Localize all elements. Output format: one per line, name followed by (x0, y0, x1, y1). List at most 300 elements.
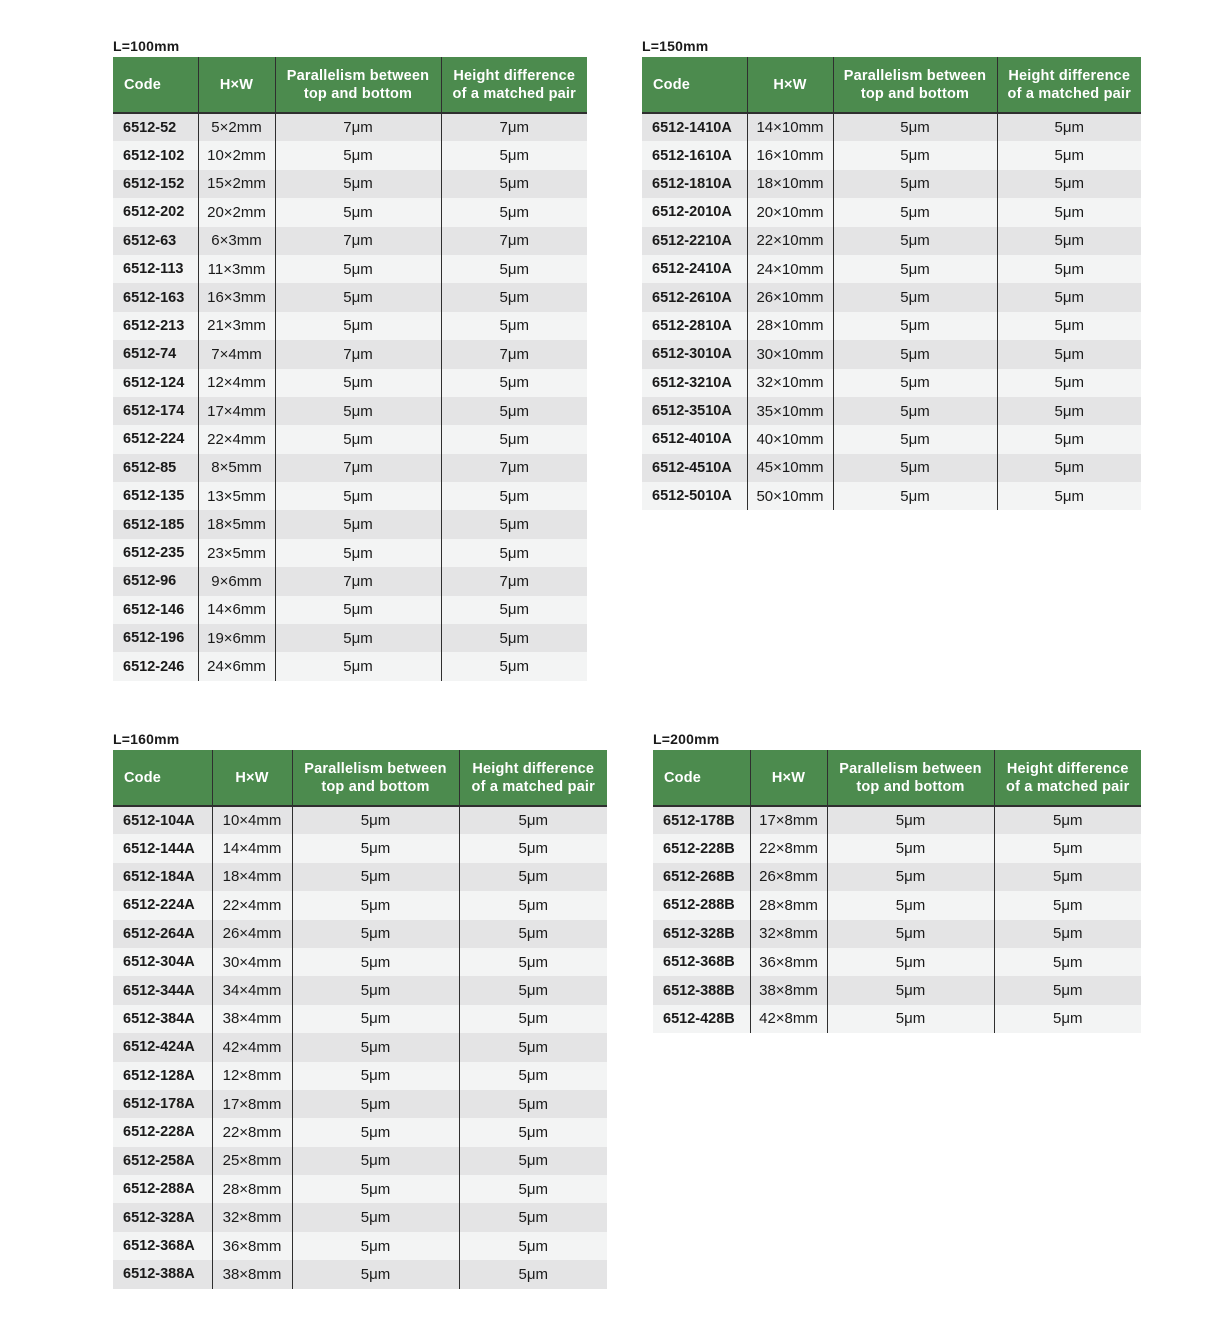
cell-height-difference: 5μm (459, 1232, 607, 1260)
header-code: Code (113, 750, 212, 806)
cell-code: 6512-228B (663, 840, 735, 857)
cell-code: 6512-368B (663, 954, 735, 971)
cell-code: 6512-184A (123, 868, 195, 885)
header-code: Code (642, 57, 747, 113)
cell-code: 6512-304A (123, 954, 195, 971)
table-row (113, 425, 587, 453)
cell-height-difference: 5μm (459, 1033, 607, 1061)
cell-parallelism: 5μm (292, 1203, 459, 1231)
table-row (653, 863, 1141, 891)
cell-height-difference: 5μm (997, 369, 1141, 397)
header-row (642, 57, 1141, 113)
cell-size: 12×8mm (212, 1062, 292, 1090)
cell-height-difference: 5μm (994, 863, 1141, 891)
table-row (113, 1090, 607, 1118)
table-row (113, 397, 587, 425)
cell-size: 18×4mm (212, 863, 292, 891)
cell-height-difference: 5μm (994, 920, 1141, 948)
cell-parallelism: 5μm (292, 1232, 459, 1260)
spec-table (113, 750, 607, 1289)
cell-code: 6512-246 (123, 658, 185, 675)
cell-size: 26×10mm (747, 283, 833, 311)
cell-parallelism: 5μm (275, 283, 441, 311)
cell-height-difference: 5μm (459, 891, 607, 919)
cell-size: 45×10mm (747, 454, 833, 482)
cell-size: 13×5mm (198, 482, 275, 510)
cell-code: 6512-163 (123, 289, 185, 306)
cell-height-difference: 5μm (994, 806, 1141, 834)
cell-height-difference: 5μm (441, 539, 587, 567)
cell-code: 6512-5010A (652, 488, 732, 505)
header-height-difference-line-1: Height difference (1006, 760, 1129, 777)
cell-size: 6×3mm (198, 227, 275, 255)
table-row (113, 806, 607, 834)
header-hw: H×W (198, 57, 275, 113)
cell-height-difference: 5μm (994, 976, 1141, 1004)
cell-parallelism: 5μm (827, 834, 994, 862)
header-parallelism (275, 57, 441, 113)
cell-height-difference: 5μm (459, 920, 607, 948)
cell-height-difference: 5μm (997, 312, 1141, 340)
cell-size: 15×2mm (198, 170, 275, 198)
cell-parallelism: 5μm (292, 1260, 459, 1288)
cell-parallelism: 5μm (292, 863, 459, 891)
cell-size: 18×5mm (198, 510, 275, 538)
cell-size: 8×5mm (198, 454, 275, 482)
cell-size: 22×8mm (750, 834, 827, 862)
table-row (642, 170, 1141, 198)
cell-size: 40×10mm (747, 425, 833, 453)
cell-parallelism: 5μm (827, 976, 994, 1004)
cell-height-difference: 5μm (441, 369, 587, 397)
header-row (113, 57, 587, 113)
cell-size: 42×8mm (750, 1005, 827, 1033)
header-parallelism (827, 750, 994, 806)
cell-code: 6512-2210A (652, 232, 732, 249)
cell-parallelism: 5μm (275, 312, 441, 340)
cell-height-difference: 5μm (459, 1118, 607, 1146)
cell-size: 20×2mm (198, 198, 275, 226)
table-row (113, 834, 607, 862)
cell-parallelism: 5μm (292, 891, 459, 919)
cell-height-difference: 5μm (459, 1147, 607, 1175)
cell-size: 36×8mm (750, 948, 827, 976)
cell-height-difference: 5μm (441, 198, 587, 226)
cell-height-difference: 5μm (459, 1203, 607, 1231)
cell-size: 35×10mm (747, 397, 833, 425)
table-row (113, 510, 587, 538)
table-row (653, 948, 1141, 976)
cell-code: 6512-2610A (652, 289, 732, 306)
header-parallelism-line-2: top and bottom (321, 778, 430, 795)
cell-code: 6512-2810A (652, 317, 732, 334)
cell-parallelism: 5μm (292, 920, 459, 948)
header-height-difference (997, 57, 1141, 113)
table-row (113, 198, 587, 226)
cell-size: 20×10mm (747, 198, 833, 226)
cell-code: 6512-144A (123, 840, 195, 857)
cell-size: 22×8mm (212, 1118, 292, 1146)
cell-size: 34×4mm (212, 976, 292, 1004)
cell-code: 6512-424A (123, 1039, 195, 1056)
cell-parallelism: 5μm (833, 255, 997, 283)
table-row (113, 596, 587, 624)
cell-size: 36×8mm (212, 1232, 292, 1260)
header-parallelism-line-1: Parallelism between (286, 67, 430, 84)
cell-height-difference: 5μm (997, 454, 1141, 482)
cell-parallelism: 5μm (292, 1090, 459, 1118)
cell-size: 24×10mm (747, 255, 833, 283)
cell-code: 6512-104A (113, 806, 212, 834)
cell-parallelism: 7μm (275, 113, 441, 141)
cell-parallelism: 5μm (275, 170, 441, 198)
cell-parallelism: 5μm (292, 1147, 459, 1175)
cell-code: 6512-102 (123, 147, 185, 164)
cell-code: 6512-63 (123, 232, 177, 249)
cell-code: 6512-213 (123, 317, 185, 334)
cell-parallelism: 5μm (275, 141, 441, 169)
header-code: Code (113, 57, 198, 113)
cell-parallelism: 5μm (827, 806, 994, 834)
cell-height-difference: 5μm (459, 806, 607, 834)
cell-code: 6512-96 (123, 573, 177, 590)
header-height-difference-line-1: Height difference (453, 67, 576, 84)
header-height-difference-line-2: of a matched pair (1006, 778, 1130, 795)
table-row (113, 567, 587, 595)
cell-size: 50×10mm (747, 482, 833, 510)
cell-parallelism: 5μm (292, 1175, 459, 1203)
cell-parallelism: 5μm (292, 1062, 459, 1090)
header-height-difference-line-1: Height difference (472, 760, 595, 777)
cell-parallelism: 5μm (292, 806, 459, 834)
table-row (113, 539, 587, 567)
cell-size: 17×8mm (750, 806, 827, 834)
spec-table (113, 57, 587, 681)
table-row (113, 255, 587, 283)
cell-height-difference: 7μm (441, 567, 587, 595)
cell-parallelism: 5μm (275, 369, 441, 397)
cell-height-difference: 5μm (997, 482, 1141, 510)
cell-size: 30×10mm (747, 340, 833, 368)
table-row (642, 283, 1141, 311)
cell-size: 19×6mm (198, 624, 275, 652)
cell-height-difference: 5μm (459, 1175, 607, 1203)
header-hw: H×W (750, 750, 827, 806)
cell-size: 32×8mm (212, 1203, 292, 1231)
cell-code: 6512-52 (113, 113, 198, 141)
table-row (113, 369, 587, 397)
table-row (653, 806, 1141, 834)
cell-code: 6512-288B (663, 897, 735, 914)
table-block-l150 (642, 38, 1141, 510)
cell-size: 12×4mm (198, 369, 275, 397)
cell-size: 30×4mm (212, 948, 292, 976)
header-parallelism-line-1: Parallelism between (843, 67, 987, 84)
header-row (653, 750, 1141, 806)
header-row (113, 750, 607, 806)
cell-parallelism: 5μm (292, 834, 459, 862)
cell-parallelism: 5μm (827, 920, 994, 948)
cell-code: 6512-1810A (652, 175, 732, 192)
table-row (113, 312, 587, 340)
cell-height-difference: 5μm (441, 312, 587, 340)
cell-size: 22×4mm (198, 425, 275, 453)
cell-code: 6512-4510A (652, 459, 732, 476)
cell-code: 6512-428B (663, 1010, 735, 1027)
cell-parallelism: 5μm (275, 539, 441, 567)
cell-size: 38×8mm (750, 976, 827, 1004)
table-row (642, 198, 1141, 226)
cell-code: 6512-146 (123, 601, 185, 618)
cell-height-difference: 5μm (994, 948, 1141, 976)
table-title: L=150mm (642, 38, 709, 54)
cell-parallelism: 5μm (275, 255, 441, 283)
table-block-l100 (113, 38, 587, 681)
cell-height-difference: 5μm (997, 113, 1141, 141)
cell-parallelism: 7μm (275, 567, 441, 595)
cell-height-difference: 5μm (441, 397, 587, 425)
cell-height-difference: 5μm (459, 1005, 607, 1033)
table-row (113, 454, 587, 482)
cell-code: 6512-128A (123, 1067, 195, 1084)
cell-size: 32×8mm (750, 920, 827, 948)
cell-parallelism: 5μm (275, 397, 441, 425)
cell-height-difference: 5μm (997, 141, 1141, 169)
cell-code: 6512-228A (123, 1124, 195, 1141)
cell-size: 38×8mm (212, 1260, 292, 1288)
cell-parallelism: 5μm (827, 863, 994, 891)
cell-size: 14×4mm (212, 834, 292, 862)
cell-parallelism: 7μm (275, 454, 441, 482)
table-row (113, 482, 587, 510)
cell-code: 6512-178A (123, 1096, 195, 1113)
table-row (113, 1033, 607, 1061)
cell-parallelism: 7μm (275, 227, 441, 255)
cell-code: 6512-135 (123, 488, 185, 505)
cell-height-difference: 5μm (459, 1260, 607, 1288)
table-row (642, 227, 1141, 255)
cell-size: 26×4mm (212, 920, 292, 948)
cell-height-difference: 5μm (997, 198, 1141, 226)
cell-height-difference: 5μm (997, 255, 1141, 283)
cell-height-difference: 5μm (997, 340, 1141, 368)
cell-height-difference: 5μm (997, 425, 1141, 453)
table-block-l160 (113, 731, 607, 1289)
cell-height-difference: 5μm (997, 227, 1141, 255)
cell-code: 6512-178B (653, 806, 750, 834)
cell-size: 26×8mm (750, 863, 827, 891)
cell-parallelism: 5μm (292, 1033, 459, 1061)
table-row (113, 1203, 607, 1231)
cell-code: 6512-3010A (652, 346, 732, 363)
cell-height-difference: 5μm (459, 976, 607, 1004)
table-row (113, 1118, 607, 1146)
cell-size: 11×3mm (198, 255, 275, 283)
cell-code: 6512-152 (123, 175, 185, 192)
cell-code: 6512-388B (663, 982, 735, 999)
cell-parallelism: 5μm (833, 397, 997, 425)
cell-code: 6512-85 (123, 459, 177, 476)
cell-code: 6512-268B (663, 868, 735, 885)
cell-size: 17×4mm (198, 397, 275, 425)
table-row (642, 397, 1141, 425)
table-row (642, 113, 1141, 141)
cell-height-difference: 5μm (459, 1062, 607, 1090)
cell-height-difference: 5μm (441, 596, 587, 624)
spec-table (653, 750, 1141, 1033)
table-row (653, 891, 1141, 919)
cell-code: 6512-258A (123, 1152, 195, 1169)
table-row (113, 976, 607, 1004)
cell-parallelism: 5μm (833, 141, 997, 169)
cell-parallelism: 5μm (275, 482, 441, 510)
table-row (113, 1260, 607, 1288)
table-row (642, 425, 1141, 453)
cell-size: 5×2mm (198, 113, 275, 141)
cell-parallelism: 5μm (275, 425, 441, 453)
table-row (642, 255, 1141, 283)
cell-code: 6512-196 (123, 630, 185, 647)
cell-height-difference: 5μm (441, 255, 587, 283)
header-code: Code (653, 750, 750, 806)
cell-height-difference: 5μm (459, 948, 607, 976)
header-parallelism-line-1: Parallelism between (304, 760, 447, 777)
cell-parallelism: 5μm (292, 1005, 459, 1033)
cell-code: 6512-3210A (652, 374, 732, 391)
cell-size: 42×4mm (212, 1033, 292, 1061)
cell-code: 6512-328B (663, 925, 735, 942)
cell-height-difference: 5μm (459, 834, 607, 862)
table-title: L=100mm (113, 38, 180, 54)
header-height-difference-line-2: of a matched pair (1007, 85, 1131, 102)
cell-code: 6512-2010A (652, 204, 732, 221)
cell-size: 21×3mm (198, 312, 275, 340)
cell-size: 32×10mm (747, 369, 833, 397)
header-hw: H×W (212, 750, 292, 806)
header-height-difference (441, 57, 587, 113)
table-row (642, 369, 1141, 397)
cell-parallelism: 5μm (827, 948, 994, 976)
cell-size: 22×10mm (747, 227, 833, 255)
table-row (113, 227, 587, 255)
cell-height-difference: 5μm (441, 652, 587, 680)
header-height-difference-line-1: Height difference (1008, 67, 1131, 84)
cell-size: 10×2mm (198, 141, 275, 169)
cell-height-difference: 5μm (997, 283, 1141, 311)
cell-height-difference: 5μm (994, 834, 1141, 862)
table-row (113, 1232, 607, 1260)
cell-parallelism: 5μm (292, 976, 459, 1004)
cell-code: 6512-224A (123, 897, 195, 914)
cell-size: 28×8mm (750, 891, 827, 919)
table-row (653, 976, 1141, 1004)
header-parallelism-line-2: top and bottom (856, 778, 965, 795)
cell-code: 6512-384A (123, 1010, 195, 1027)
cell-parallelism: 5μm (292, 1118, 459, 1146)
cell-height-difference: 5μm (441, 510, 587, 538)
table-row (113, 652, 587, 680)
table-row (113, 624, 587, 652)
cell-height-difference: 5μm (459, 1090, 607, 1118)
cell-height-difference: 5μm (441, 624, 587, 652)
cell-code: 6512-185 (123, 516, 185, 533)
cell-code: 6512-2410A (652, 261, 732, 278)
table-row (653, 1005, 1141, 1033)
spec-table (642, 57, 1141, 510)
header-parallelism (292, 750, 459, 806)
cell-parallelism: 5μm (833, 312, 997, 340)
cell-code: 6512-1610A (652, 147, 732, 164)
cell-code: 6512-328A (123, 1209, 195, 1226)
header-parallelism-line-2: top and bottom (303, 85, 413, 102)
cell-code: 6512-174 (123, 403, 185, 420)
table-row (653, 920, 1141, 948)
cell-size: 16×3mm (198, 283, 275, 311)
cell-height-difference: 7μm (441, 113, 587, 141)
table-row (113, 920, 607, 948)
table-row (113, 170, 587, 198)
cell-parallelism: 5μm (833, 482, 997, 510)
cell-code: 6512-113 (123, 261, 184, 278)
table-row (653, 834, 1141, 862)
cell-code: 6512-3510A (652, 403, 732, 420)
cell-parallelism: 5μm (292, 948, 459, 976)
cell-parallelism: 5μm (833, 198, 997, 226)
table-row (642, 340, 1141, 368)
cell-parallelism: 5μm (833, 227, 997, 255)
cell-code: 6512-344A (123, 982, 195, 999)
cell-code: 6512-235 (123, 545, 185, 562)
cell-code: 6512-74 (123, 346, 177, 363)
cell-code: 6512-4010A (652, 431, 732, 448)
cell-height-difference: 5μm (441, 283, 587, 311)
cell-parallelism: 5μm (275, 510, 441, 538)
header-hw: H×W (747, 57, 833, 113)
cell-parallelism: 5μm (275, 198, 441, 226)
cell-size: 18×10mm (747, 170, 833, 198)
cell-size: 28×8mm (212, 1175, 292, 1203)
table-row (642, 482, 1141, 510)
cell-height-difference: 5μm (459, 863, 607, 891)
cell-code: 6512-388A (123, 1266, 195, 1283)
cell-parallelism: 5μm (827, 891, 994, 919)
cell-size: 24×6mm (198, 652, 275, 680)
table-row (642, 312, 1141, 340)
table-row (113, 1147, 607, 1175)
header-parallelism-line-2: top and bottom (860, 85, 970, 102)
cell-code: 6512-202 (123, 204, 185, 221)
cell-height-difference: 5μm (994, 1005, 1141, 1033)
cell-code: 6512-264A (123, 925, 195, 942)
header-parallelism-line-1: Parallelism between (839, 760, 982, 777)
cell-height-difference: 7μm (441, 454, 587, 482)
header-height-difference-line-2: of a matched pair (452, 85, 576, 102)
cell-size: 16×10mm (747, 141, 833, 169)
table-row (113, 340, 587, 368)
table-row (642, 141, 1141, 169)
cell-parallelism: 5μm (833, 425, 997, 453)
table-row (113, 863, 607, 891)
cell-size: 25×8mm (212, 1147, 292, 1175)
cell-height-difference: 5μm (441, 482, 587, 510)
table-row (113, 1005, 607, 1033)
cell-parallelism: 5μm (833, 340, 997, 368)
cell-size: 23×5mm (198, 539, 275, 567)
cell-size: 17×8mm (212, 1090, 292, 1118)
table-row (642, 454, 1141, 482)
cell-size: 9×6mm (198, 567, 275, 595)
table-row (113, 283, 587, 311)
